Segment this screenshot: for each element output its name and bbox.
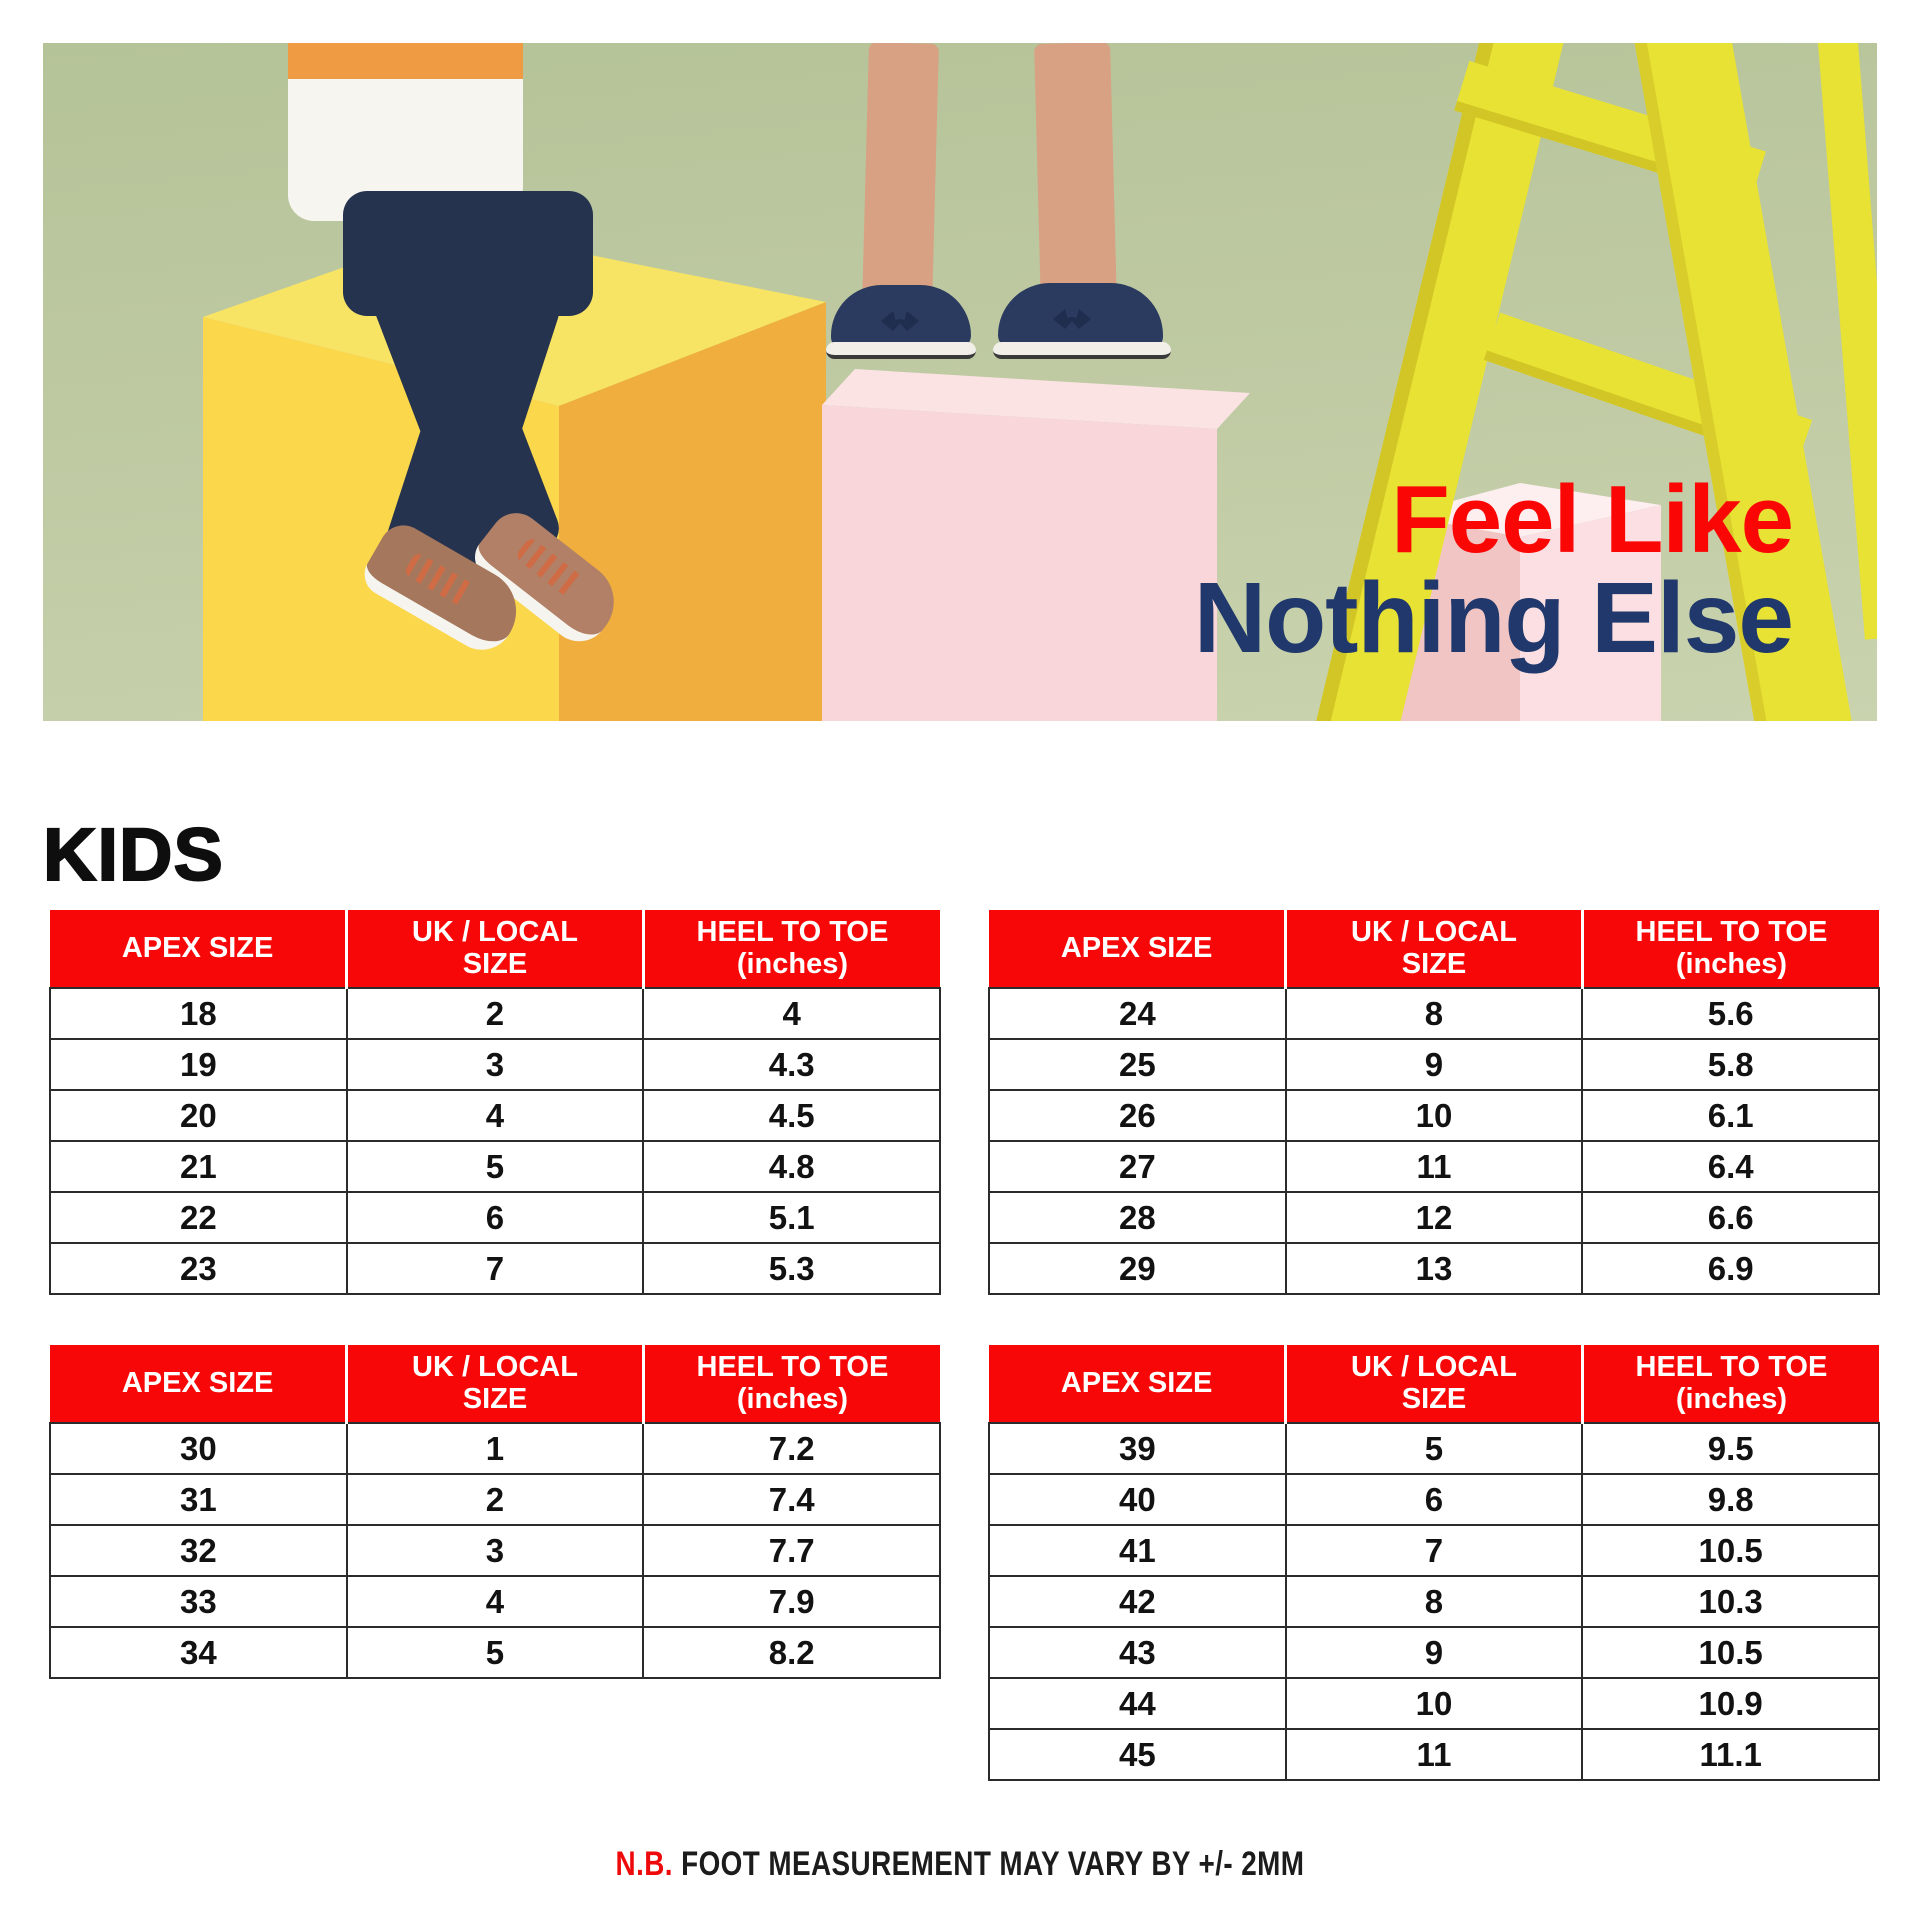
table-cell: 7.2: [643, 1423, 940, 1474]
table-cell: 31: [50, 1474, 347, 1525]
header-row: [50, 910, 940, 988]
tagline-line-1: Feel Like: [1391, 466, 1793, 573]
mary-jane-shoe-left: [831, 285, 971, 349]
table-row: [989, 1423, 1879, 1474]
table-cell: 5.1: [643, 1192, 940, 1243]
table-cell: 4: [347, 1576, 644, 1627]
column-header: HEEL TO TOE (inches): [643, 1345, 940, 1423]
table-row: [989, 988, 1879, 1039]
column-header: APEX SIZE: [989, 1345, 1286, 1423]
table-row: [50, 988, 940, 1039]
table-row: [989, 1141, 1879, 1192]
table-cell: 2: [347, 988, 644, 1039]
table-cell: 32: [50, 1525, 347, 1576]
table-cell: 4.3: [643, 1039, 940, 1090]
table-row: [989, 1627, 1879, 1678]
table-cell: 23: [50, 1243, 347, 1294]
table-cell: 11.1: [1582, 1729, 1879, 1780]
table-row: [989, 1474, 1879, 1525]
ladder-edge-strip: [1817, 43, 1877, 640]
column-header: UK / LOCAL SIZE: [1286, 910, 1583, 988]
table-cell: 19: [50, 1039, 347, 1090]
table-cell: 7.9: [643, 1576, 940, 1627]
sweater-orange-stripe: [288, 43, 523, 79]
table-cell: 6.9: [1582, 1243, 1879, 1294]
table-cell: 2: [347, 1474, 644, 1525]
table-cell: 4.8: [643, 1141, 940, 1192]
table-cell: 4: [643, 988, 940, 1039]
table-cell: 8: [1286, 1576, 1583, 1627]
table-cell: 1: [347, 1423, 644, 1474]
table-cell: 40: [989, 1474, 1286, 1525]
table-cell: 5: [347, 1627, 644, 1678]
table-row: [50, 1474, 940, 1525]
size-table-24-29: [988, 910, 1880, 1295]
size-table-18-23: [49, 910, 941, 1295]
table-cell: 10.3: [1582, 1576, 1879, 1627]
table-row: [50, 1576, 940, 1627]
size-table-30-34: [49, 1345, 941, 1679]
page-title: KIDS: [43, 813, 224, 896]
table-cell: 7.4: [643, 1474, 940, 1525]
table-cell: 27: [989, 1141, 1286, 1192]
table-cell: 45: [989, 1729, 1286, 1780]
table-row: [50, 1192, 940, 1243]
header-row: [989, 1345, 1879, 1423]
size-table-39-45: [988, 1345, 1880, 1781]
table-row: [50, 1141, 940, 1192]
table-row: [50, 1627, 940, 1678]
header-row: [989, 910, 1879, 988]
table-cell: 20: [50, 1090, 347, 1141]
table-cell: 6: [1286, 1474, 1583, 1525]
column-header: APEX SIZE: [50, 910, 347, 988]
table-cell: 12: [1286, 1192, 1583, 1243]
table-row: [989, 1243, 1879, 1294]
table-cell: 4: [347, 1090, 644, 1141]
header-row: [50, 1345, 940, 1423]
table-cell: 7: [347, 1243, 644, 1294]
measurement-note: [173, 1845, 1747, 1884]
table-cell: 13: [1286, 1243, 1583, 1294]
column-header: HEEL TO TOE (inches): [643, 910, 940, 988]
note-text: FOOT MEASUREMENT MAY VARY BY +/- 2MM: [681, 1845, 1305, 1883]
banner-tagline: [1193, 466, 1793, 675]
tagline-line-2: Nothing Else: [1193, 562, 1793, 675]
table-cell: 22: [50, 1192, 347, 1243]
table-row: [989, 1678, 1879, 1729]
table-row: [50, 1090, 940, 1141]
table-cell: 6.4: [1582, 1141, 1879, 1192]
table-cell: 21: [50, 1141, 347, 1192]
table-cell: 24: [989, 988, 1286, 1039]
table-cell: 39: [989, 1423, 1286, 1474]
table-row: [989, 1576, 1879, 1627]
column-header: APEX SIZE: [50, 1345, 347, 1423]
table-row: [989, 1729, 1879, 1780]
column-header: HEEL TO TOE (inches): [1582, 1345, 1879, 1423]
table-cell: 6.6: [1582, 1192, 1879, 1243]
table-cell: 10.9: [1582, 1678, 1879, 1729]
table-cell: 6.1: [1582, 1090, 1879, 1141]
table-cell: 5: [1286, 1423, 1583, 1474]
table-cell: 10.5: [1582, 1627, 1879, 1678]
table-cell: 28: [989, 1192, 1286, 1243]
table-cell: 7.7: [643, 1525, 940, 1576]
table-row: [989, 1192, 1879, 1243]
note-prefix: N.B.: [615, 1845, 673, 1883]
table-cell: 29: [989, 1243, 1286, 1294]
table-cell: 9: [1286, 1039, 1583, 1090]
table-cell: 5.3: [643, 1243, 940, 1294]
table-cell: 11: [1286, 1729, 1583, 1780]
table-cell: 7: [1286, 1525, 1583, 1576]
table-row: [50, 1243, 940, 1294]
table-cell: 9: [1286, 1627, 1583, 1678]
shoe-sole: [826, 342, 976, 359]
table-cell: 26: [989, 1090, 1286, 1141]
table-cell: 41: [989, 1525, 1286, 1576]
table-cell: 43: [989, 1627, 1286, 1678]
table-cell: 4.5: [643, 1090, 940, 1141]
table-cell: 11: [1286, 1141, 1583, 1192]
table-cell: 10.5: [1582, 1525, 1879, 1576]
table-cell: 8: [1286, 988, 1583, 1039]
table-cell: 5.8: [1582, 1039, 1879, 1090]
table-cell: 6: [347, 1192, 644, 1243]
column-header: UK / LOCAL SIZE: [347, 1345, 644, 1423]
table-cell: 10: [1286, 1090, 1583, 1141]
table-cell: 9.8: [1582, 1474, 1879, 1525]
column-header: UK / LOCAL SIZE: [1286, 1345, 1583, 1423]
table-cell: 42: [989, 1576, 1286, 1627]
column-header: APEX SIZE: [989, 910, 1286, 988]
table-cell: 5: [347, 1141, 644, 1192]
table-row: [989, 1039, 1879, 1090]
table-cell: 8.2: [643, 1627, 940, 1678]
table-cell: 5.6: [1582, 988, 1879, 1039]
table-cell: 3: [347, 1525, 644, 1576]
table-cell: 18: [50, 988, 347, 1039]
table-cell: 34: [50, 1627, 347, 1678]
table-row: [50, 1423, 940, 1474]
table-row: [50, 1525, 940, 1576]
table-row: [989, 1525, 1879, 1576]
shoe-sole: [993, 342, 1171, 359]
table-cell: 9.5: [1582, 1423, 1879, 1474]
table-cell: 3: [347, 1039, 644, 1090]
table-cell: 44: [989, 1678, 1286, 1729]
table-cell: 25: [989, 1039, 1286, 1090]
hero-banner: [43, 43, 1877, 721]
table-row: [50, 1039, 940, 1090]
column-header: HEEL TO TOE (inches): [1582, 910, 1879, 988]
table-row: [989, 1090, 1879, 1141]
table-cell: 30: [50, 1423, 347, 1474]
column-header: UK / LOCAL SIZE: [347, 910, 644, 988]
table-cell: 33: [50, 1576, 347, 1627]
table-cell: 10: [1286, 1678, 1583, 1729]
